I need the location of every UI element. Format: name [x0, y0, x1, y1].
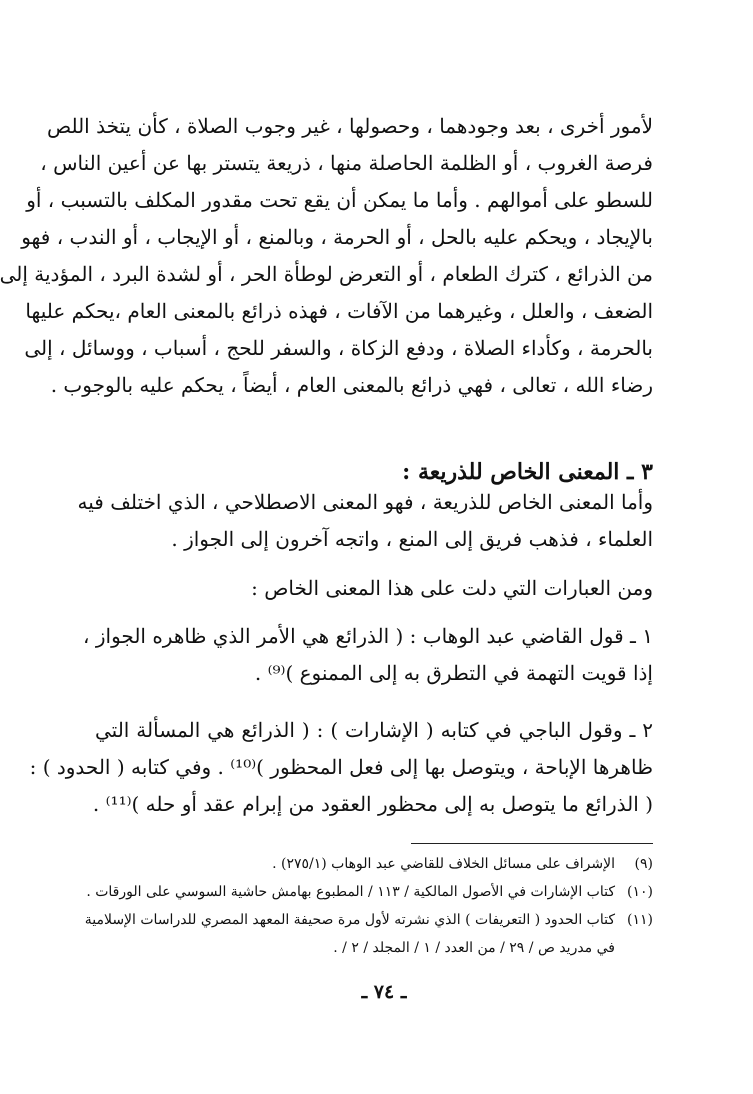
footnote-continuation: في مدريد ص / ٢٩ / من العدد / ١ / المجلد / ٢ / . [333, 940, 615, 956]
footnote-number: (٩) [634, 856, 653, 872]
section-heading: ٣ ـ المعنى الخاص للذريعة : [402, 459, 653, 485]
text-line: ١ ـ قول القاضي عبد الوهاب : ( الذرائع هي الأمر الذي ظاهره الجواز ، [83, 624, 653, 648]
paragraph-general-meaning [0, 108, 653, 404]
footnote-number: (١١) [627, 912, 653, 928]
text-line: بالحرمة ، وكأداء الصلاة ، ودفع الزكاة ، والسفر للحج ، أسباب ، ووسائل ، إلى [24, 336, 653, 360]
quote-item-1 [83, 618, 653, 692]
text-line: الضعف ، والعلل ، وغيرهما من الآفات ، فهذه ذرائع بالمعنى العام ،يحكم عليها [25, 299, 653, 323]
text-line: بالإيجاد ، ويحكم عليه بالحل ، أو الحرمة ، وبالمنع ، أو الإيجاب ، أو الندب ، فهو [21, 225, 653, 249]
text-line: من الذرائع ، كترك الطعام ، أو التعرض لوطأة الحر ، أو لشدة البرد ، المؤدية إلى [0, 262, 653, 286]
text-line: ظاهرها الإباحة ، ويتوصل بها إلى فعل المحظور )⁽¹⁰⁾ . وفي كتابه ( الحدود ) : [29, 755, 653, 779]
text-line: ( الذرائع ما يتوصل به إلى محظور العقود من إبرام عقد أو حله )⁽¹¹⁾ . [92, 792, 653, 816]
footnote-text: كتاب الإشارات في الأصول المالكية / ١١٣ / المطبوع بهامش حاشية السوسي على الورقات . [86, 884, 615, 900]
paragraph-intro-quotes [95, 570, 653, 607]
text-line: وأما المعنى الخاص للذريعة ، فهو المعنى الاصطلاحي ، الذي اختلف فيه [77, 490, 653, 514]
paragraph-special-meaning [77, 484, 653, 558]
text-line: لأمور أخرى ، بعد وجودهما ، وحصولها ، غير وجوب الصلاة ، كأن يتخذ اللص [46, 114, 653, 138]
footnote [95, 850, 653, 878]
quote-item-2 [29, 712, 653, 823]
footnote [86, 878, 653, 906]
footnote [84, 906, 653, 934]
text-line: ٢ ـ وقول الباجي في كتابه ( الإشارات ) : ( الذرائع هي المسألة التي [95, 718, 653, 742]
text-line: للسطو على أموالهم . وأما ما يمكن أن يقع تحت مقدور المكلف بالتسبب ، أو [26, 188, 653, 212]
footnote-number: (١٠) [627, 884, 653, 900]
footnote-separator [411, 843, 653, 844]
footnotes [84, 850, 653, 962]
text-line: فرصة الغروب ، أو الظلمة الحاصلة منها ، ذريعة يتستر بها عن أعين الناس ، [40, 151, 653, 175]
footnote-text: كتاب الحدود ( التعريفات ) الذي نشرته لأول مرة صحيفة المعهد المصري للدراسات الإسلامية [84, 912, 615, 928]
text-line: ومن العبارات التي دلت على هذا المعنى الخاص : [251, 576, 653, 600]
text-line: إذا قويت التهمة في التطرق به إلى الممنوع )⁽⁹⁾ . [254, 661, 653, 685]
footnote-text: الإشراف على مسائل الخلاف للقاضي عبد الوهاب (٢٧٥/١) . [272, 856, 615, 872]
text-line: العلماء ، فذهب فريق إلى المنع ، واتجه آخرون إلى الجواز . [171, 527, 653, 551]
text-line: رضاء الله ، تعالى ، فهي ذرائع بالمعنى العام ، أيضاً ، يحكم عليه بالوجوب . [50, 373, 653, 397]
page-number: ـ ٧٤ ـ [361, 981, 407, 1003]
